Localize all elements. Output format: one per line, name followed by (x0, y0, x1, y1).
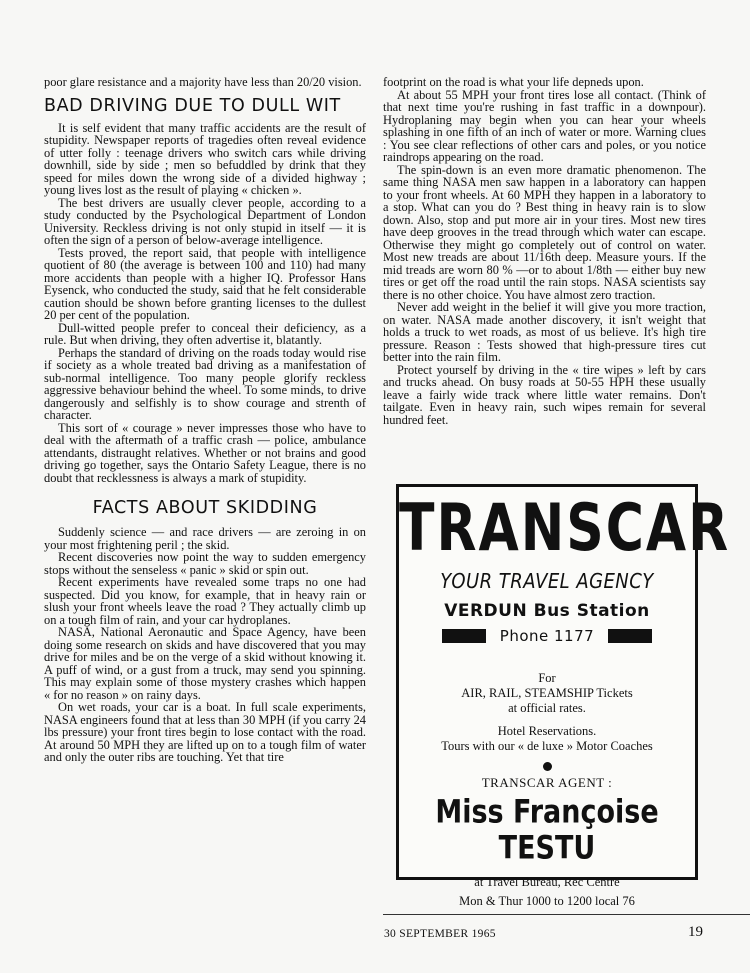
heading-skidding: FACTS ABOUT SKIDDING (92, 498, 318, 518)
paragraph: At about 55 MPH your front tires lose all contact. (Think of that next time you're rushing in fast traffic in a downpour). Hydroplaning may begin when you can hear your wheels splashing in one fifth of an inch of water or more. Warning clues : You see clear reflections of other cars and poles, or you notice raindrops appearing on the road. (383, 87, 706, 164)
bullet-dot-icon (543, 762, 552, 771)
paragraph: Recent discoveries now point the way to sudden emergency stops without the senseless « panic » skid or spin out. (44, 550, 366, 577)
page-number: 19 (688, 924, 703, 940)
ad-hours: Mon & Thur 1000 to 1200 local 76 (459, 894, 635, 908)
paragraph: The spin-down is an even more dramatic phenomenon. The same thing NASA men saw happen in a laboratory can happen to your front wheels. At 60 MPH they happen in a laboratory to a stop. What can you do ? Best thing in heavy rain is to slow down. Also, stop and put more air in your tires. Most new tires have deep grooves in the tread through which water can escape. Otherwise they might go completely out of control on water. Most new treads are about 11/16th deep. Measure yours. If the mid treads are worn 80 % —or to about 1/8th — either buy new tires or get off the road until the rain stops. NASA scientists say there is no other choice. You have almost zero traction. (383, 162, 706, 302)
ad-rates: at official rates. (508, 701, 586, 715)
ad-location: at Travel Bureau, Rec Centre (474, 875, 620, 889)
ad-phone-row (399, 627, 695, 645)
continuation-paragraph: footprint on the road is what your life depneds upon. (383, 75, 644, 89)
ad-tours: Tours with our « de luxe » Motor Coaches (441, 739, 653, 753)
ad-agent-name: Miss Françoise TESTU (435, 793, 659, 867)
paragraph: Perhaps the standard of driving on the roads today would rise if society as a whole treated bad driving as a manifestation of sub-normal intelligence. Too many people glorify reckless aggressive behaviour behind the wheel. To some minds, to drive dangerously and selfishly is to show courage and strenth of character. (44, 345, 366, 422)
paragraph: It is self evident that many traffic accidents are the result of stupidity. Newspaper reports of tragedies often reveal evidence of utter folly : teenage drivers who switch cars while driving downhill, side by side ; men so befuddled by drink that they speed for miles down the wrong side of a divided highway ; young lives lost as the result of playing « chicken ». (44, 120, 366, 197)
ad-hotel: Hotel Reservations. (497, 724, 597, 738)
ad-services: AIR, RAIL, STEAMSHIP Tickets (461, 686, 633, 700)
ad-station: VERDUN Bus Station (444, 601, 650, 621)
decorative-bar (442, 629, 486, 643)
paragraph: Recent experiments have revealed some traps no one had suspected. Did you know, for example, that in heavy rain or slush your front wheels leave the road ? They actually climb up on a tough film of rain, and your car hydroplanes. (44, 575, 366, 627)
transcar-advertisement (396, 484, 731, 908)
left-column (44, 76, 366, 764)
section-skidding (44, 526, 366, 764)
paragraph: Dull-witted people prefer to conceal their deficiency, as a rule. But when driving, they often advertise it, blatantly. (44, 320, 366, 347)
ad-agent-label: TRANSCAR AGENT : (481, 775, 613, 790)
footer-date: 30 SEPTEMBER 1965 (384, 928, 496, 940)
ad-for: For (538, 671, 556, 685)
paragraph: Tests proved, the report said, that people with intelligence quotient of 80 (the average is between 100 and 110) had many more accidents than people with a higher IQ. Professor Hans Eysenck, who conducted the study, said that he felt considerable caution should be shown before granting licenses to the dullest 20 per cent of the population. (44, 245, 366, 322)
heading-bad-driving: BAD DRIVING DUE TO DULL WIT (44, 95, 341, 116)
paragraph: The best drivers are usually clever people, according to a study conducted by the Psychological Department of London University. Reckless driving is not only stupid in itself — it is often the sign of a person of below-average intelligence. (44, 195, 366, 247)
footer-rule (383, 914, 750, 915)
paragraph: This sort of « courage » never impresses those who have to deal with the aftermath of a traffic crash — police, ambulance attendants, distraught relatives. Whether or not brains and good driving go together, says the Ontario Safety League, there is no doubt that recklessness is always a mark of stupidity. (44, 420, 366, 485)
paragraph: NASA, National Aeronautic and Space Agency, have been doing some research on skids and have discovered that you may drive for miles and be on the verge of a skid without knowing it. A puff of wind, or a gust from a truck, may send you spinning. This may explain some of those mystery crashes which happen « for no reason » on rainy days. (44, 625, 366, 702)
paragraph: Suddenly science — and race drivers — are zeroing in on your most frightening peril ; the skid. (44, 525, 366, 552)
right-column (383, 76, 706, 426)
paragraph: On wet roads, your car is a boat. In full scale experiments, NASA engineers found that at less than 30 MPH (if you carry 24 lbs pressure) your front tires begin to lose contact with the road. At around 50 MPH they are lifted up on to a tough film of water and only the outer ribs are touching. Yet that tire (44, 700, 366, 764)
ad-tagline: YOUR TRAVEL AGENCY (440, 569, 654, 593)
paragraph: Protect yourself by driving in the « tire wipes » left by cars and trucks ahead. On busy roads at 50-55 HPH these usually leave a fairly wide track where little water remains. Don't tailgate. Even in heavy rain, such wipes remain for several hundred feet. (383, 362, 706, 427)
intro-paragraph: poor glare resistance and a majority have less than 20/20 vision. (44, 75, 362, 89)
paragraph: Never add weight in the belief it will give you more traction, on water. NASA made another discovery, it isn't weight that holds a truck to wet roads, as most of us believe. It's high tire pressure. Reason : Tests showed that high-pressure tires cut better into the rain film. (383, 300, 706, 364)
ad-phone: Phone 1177 (499, 627, 595, 645)
section-bad-driving (44, 122, 366, 485)
ad-title: TRANSCAR (399, 491, 731, 566)
decorative-bar (608, 629, 652, 643)
